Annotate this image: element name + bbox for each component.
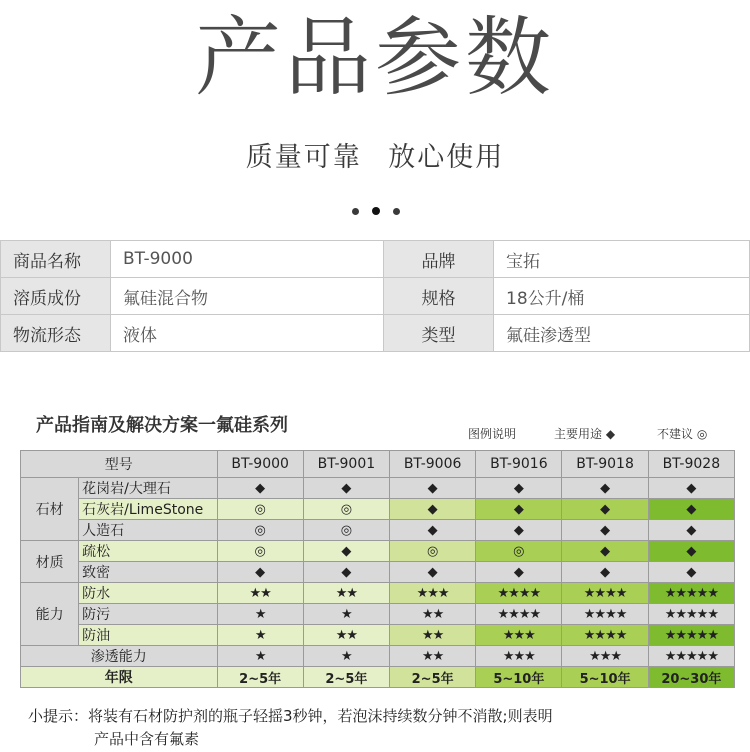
rating-cell: 2~5年: [390, 667, 476, 688]
guide-title: 产品指南及解决方案一氟硅系列: [36, 415, 288, 436]
rating-cell: ◆: [562, 541, 648, 562]
guide-row: [21, 520, 735, 541]
rating-cell: ◆: [562, 499, 648, 520]
param-value: 宝拓: [494, 241, 750, 278]
guide-row: [21, 667, 735, 688]
rating-cell: ◎: [390, 541, 476, 562]
rating-cell: ◆: [476, 562, 562, 583]
guide-row: [21, 499, 735, 520]
rating-cell: ◆: [562, 478, 648, 499]
slogan: [0, 138, 750, 178]
rating-cell: 20~30年: [648, 667, 734, 688]
model-label: 型号: [21, 451, 218, 478]
legend-not-recommended: 不建议 ◎: [657, 427, 708, 441]
legend-caption: 图例说明: [468, 427, 517, 441]
param-value: 氟硅渗透型: [494, 315, 750, 352]
param-key: 溶质成份: [1, 278, 111, 315]
params-row: [1, 241, 750, 278]
rating-cell: ★★: [390, 646, 476, 667]
rating-cell: ★★: [217, 583, 303, 604]
rating-cell: ★★: [303, 583, 389, 604]
rating-cell: ◎: [303, 520, 389, 541]
rating-cell: ★: [303, 604, 389, 625]
rating-cell: ★: [217, 625, 303, 646]
model-header: BT-9001: [303, 451, 389, 478]
product-guide-table: [20, 450, 735, 688]
rating-cell: ◆: [390, 499, 476, 520]
rating-cell: ◆: [217, 478, 303, 499]
rating-cell: ◆: [303, 478, 389, 499]
rating-cell: ★: [303, 646, 389, 667]
param-value: 氟硅混合物: [111, 278, 384, 315]
group-label-stone: 石材: [21, 478, 79, 541]
guide-row: [21, 625, 735, 646]
param-value: BT-9000: [111, 241, 384, 278]
rating-cell: ◆: [648, 520, 734, 541]
param-key: 规格: [384, 278, 494, 315]
row-label: 防污: [79, 604, 217, 625]
param-value: 18公升/桶: [494, 278, 750, 315]
rating-cell: ◆: [562, 562, 648, 583]
rating-cell: ◆: [390, 562, 476, 583]
row-label: 石灰岩/LimeStone: [79, 499, 217, 520]
rating-cell: ◎: [217, 520, 303, 541]
guide-row: [21, 562, 735, 583]
rating-cell: ★★★★★: [648, 583, 734, 604]
params-row: [1, 278, 750, 315]
carousel-dot-3[interactable]: [393, 208, 400, 215]
rating-cell: ★★★★: [562, 583, 648, 604]
carousel-dot-2-active[interactable]: [372, 207, 380, 215]
rating-cell: 2~5年: [303, 667, 389, 688]
row-label: 人造石: [79, 520, 217, 541]
rating-cell: ★★: [390, 625, 476, 646]
row-label: 年限: [21, 667, 218, 688]
rating-cell: ◆: [390, 478, 476, 499]
rating-cell: ★★: [303, 625, 389, 646]
param-key: 品牌: [384, 241, 494, 278]
model-header: BT-9028: [648, 451, 734, 478]
rating-cell: ★★★: [476, 625, 562, 646]
group-label-material: 材质: [21, 541, 79, 583]
tip-line-2: 产品中含有氟素: [94, 730, 200, 748]
rating-cell: ◎: [476, 541, 562, 562]
tip-line-1: 小提示：将装有石材防护剂的瓶子轻摇3秒钟，若泡沫持续数分钟不消散;则表明: [28, 707, 553, 725]
rating-cell: ★★★: [390, 583, 476, 604]
rating-cell: ◆: [648, 562, 734, 583]
page-title: 产品参数: [195, 8, 555, 108]
rating-cell: ★★★★: [562, 604, 648, 625]
rating-cell: ◎: [217, 541, 303, 562]
guide-row: [21, 646, 735, 667]
rating-cell: 5~10年: [562, 667, 648, 688]
row-label: 致密: [79, 562, 217, 583]
rating-cell: ★: [217, 646, 303, 667]
rating-cell: ◆: [476, 520, 562, 541]
rating-cell: ◆: [303, 541, 389, 562]
rating-cell: ◆: [476, 478, 562, 499]
rating-cell: ◆: [648, 478, 734, 499]
guide-row: [21, 583, 735, 604]
rating-cell: ★★★★: [476, 604, 562, 625]
carousel-dot-1[interactable]: [352, 208, 359, 215]
rating-cell: ◆: [648, 499, 734, 520]
rating-cell: ◎: [303, 499, 389, 520]
product-params-table: [0, 240, 750, 352]
rating-cell: ★★★★★: [648, 604, 734, 625]
rating-cell: ◆: [648, 541, 734, 562]
row-label: 防油: [79, 625, 217, 646]
row-label: 渗透能力: [21, 646, 218, 667]
rating-cell: ★★★★★: [648, 646, 734, 667]
param-key: 物流形态: [1, 315, 111, 352]
rating-cell: ★★★: [476, 646, 562, 667]
rating-cell: ★★★★: [476, 583, 562, 604]
carousel-dots: [352, 206, 400, 216]
rating-cell: ★: [217, 604, 303, 625]
rating-cell: 5~10年: [476, 667, 562, 688]
model-header: BT-9006: [390, 451, 476, 478]
rating-cell: ◆: [303, 562, 389, 583]
guide-row: [21, 604, 735, 625]
row-label: 防水: [79, 583, 217, 604]
rating-cell: ◎: [217, 499, 303, 520]
param-key: 商品名称: [1, 241, 111, 278]
model-header: BT-9016: [476, 451, 562, 478]
model-header: BT-9018: [562, 451, 648, 478]
param-key: 类型: [384, 315, 494, 352]
rating-cell: ★★★★: [562, 625, 648, 646]
model-header: BT-9000: [217, 451, 303, 478]
rating-cell: ◆: [476, 499, 562, 520]
rating-cell: 2~5年: [217, 667, 303, 688]
legend-main-use: 主要用途 ◆: [554, 427, 616, 441]
row-label: 疏松: [79, 541, 217, 562]
params-row: [1, 315, 750, 352]
rating-cell: ◆: [217, 562, 303, 583]
param-value: 液体: [111, 315, 384, 352]
row-label: 花岗岩/大理石: [79, 478, 217, 499]
rating-cell: ★★★★★: [648, 625, 734, 646]
rating-cell: ◆: [562, 520, 648, 541]
rating-cell: ◆: [390, 520, 476, 541]
guide-row: [21, 478, 735, 499]
guide-header-row: [21, 451, 735, 478]
rating-cell: ★★: [390, 604, 476, 625]
slogan-assurance: 放心使用: [388, 142, 505, 173]
guide-row: [21, 541, 735, 562]
rating-cell: ★★★: [562, 646, 648, 667]
slogan-quality: 质量可靠: [245, 142, 362, 173]
group-label-ability: 能力: [21, 583, 79, 646]
